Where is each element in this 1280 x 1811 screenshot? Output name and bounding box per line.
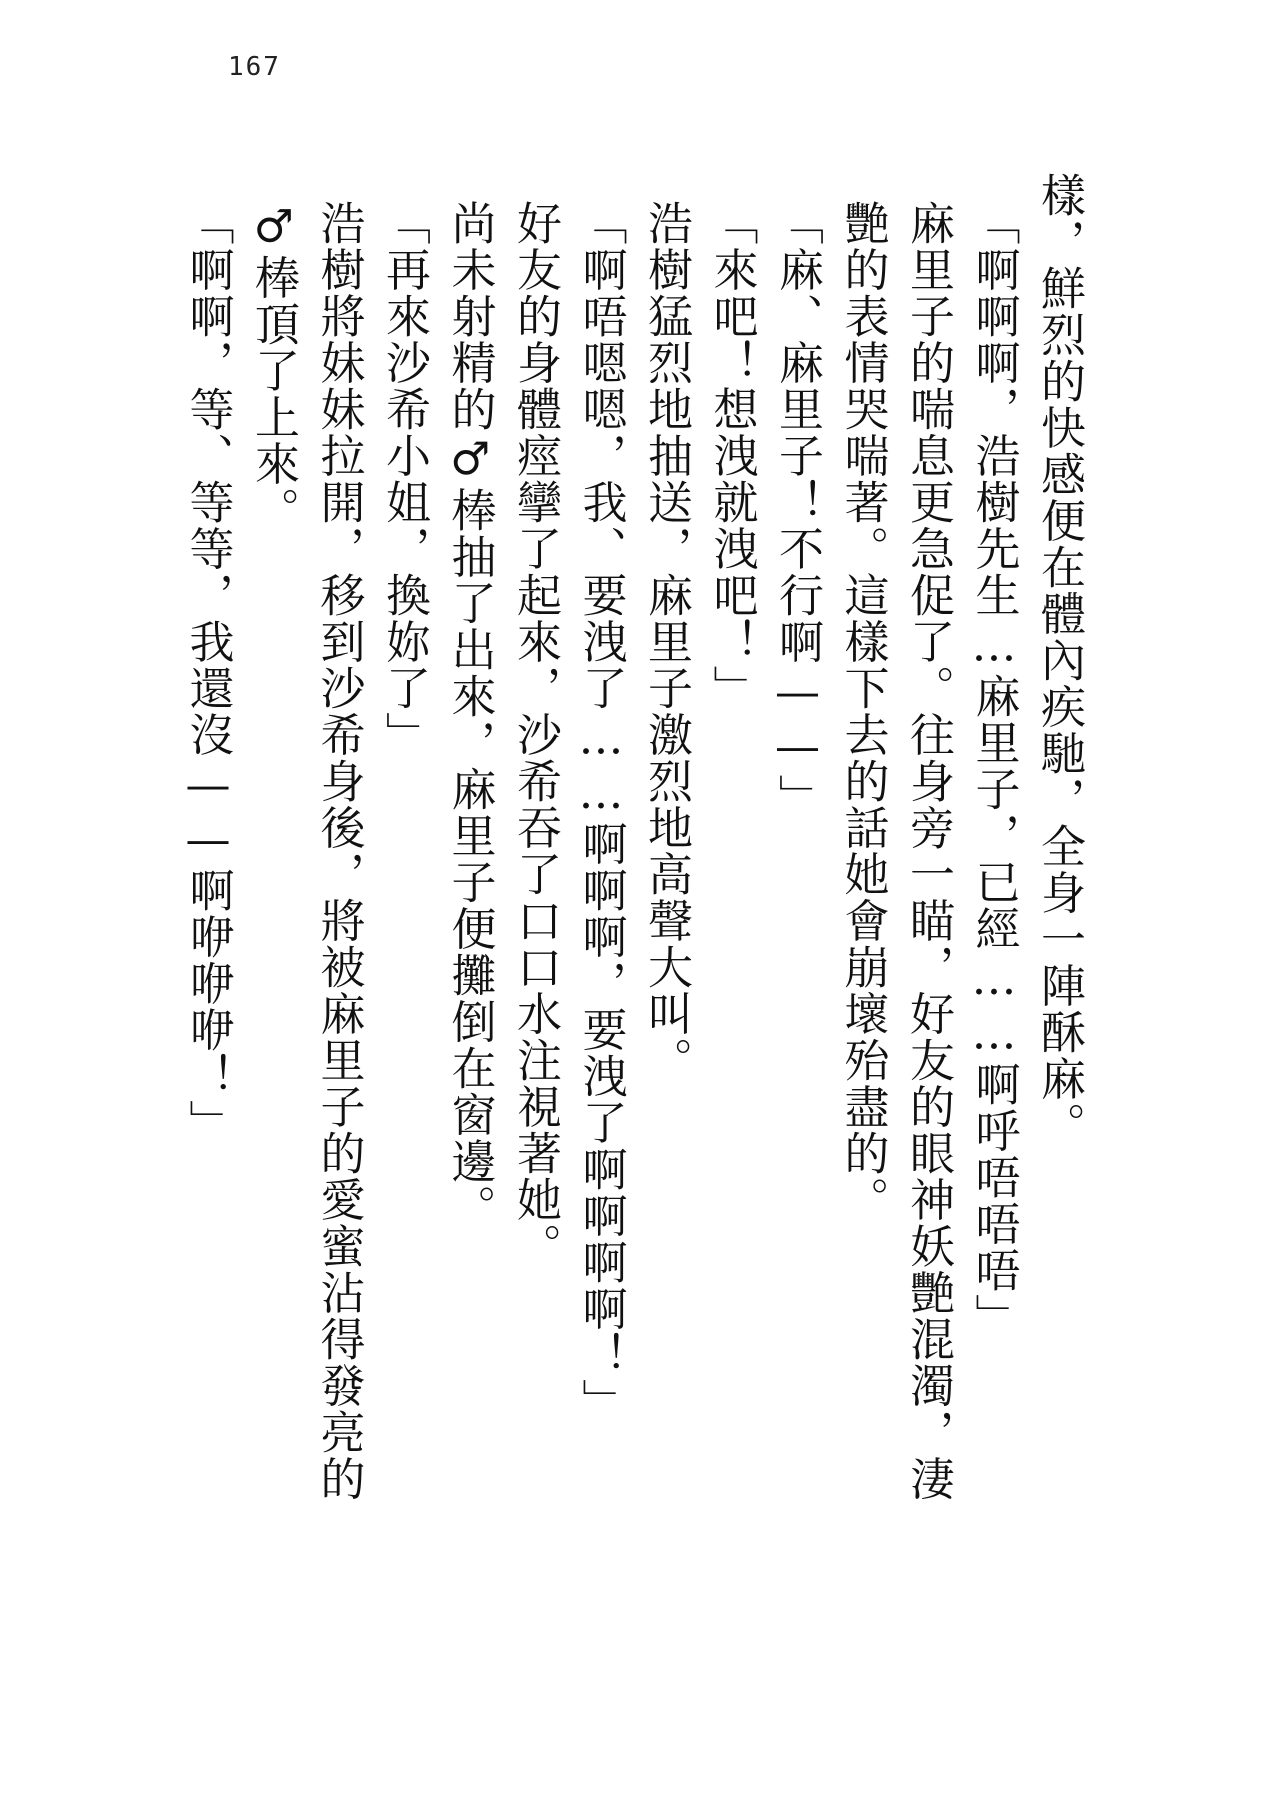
text-column: 「啊唔嗯嗯，我、要洩了……啊啊啊，要洩了啊啊啊啊！」 [574,200,628,1425]
vertical-text-body [172,172,1092,1680]
text-column: 「啊啊，等、等等，我還沒——啊咿咿咿！」 [181,200,235,1146]
page-number: 167 [228,52,281,82]
text-column: 艷的表情哭喘著。這樣下去的話她會崩壞殆盡的。 [836,200,890,1223]
text-column: ♂棒頂了上來。 [247,200,300,534]
text-column: 浩樹猛烈地抽送，麻里子激烈地高聲大叫。 [640,200,693,1084]
text-column: 「來吧！想洩就洩吧！」 [705,200,759,712]
text-column: 「啊啊啊，浩樹先生…麻里子，已經……啊呼唔唔唔」 [967,200,1021,1340]
text-column: 浩樹將妹妹拉開，移到沙希身後，將被麻里子的愛蜜沾得發亮的 [312,200,366,1502]
text-column: 尚未射精的♂棒抽了出來，麻里子便攤倒在窗邊。 [443,200,497,1231]
text-column: 「再來沙希小姐，換妳了」 [378,200,431,758]
text-column: 好友的身體痙攣了起來，沙希吞了口口水注視著她。 [509,200,562,1270]
text-column: 「麻、麻里子！不行啊——」 [771,200,824,821]
text-column: 麻里子的喘息更急促了。往身旁一瞄，好友的眼神妖艷混濁，淒 [902,200,955,1502]
text-column: 樣，鮮烈的快感便在體內疾馳，全身一陣酥麻。 [1033,172,1086,1149]
